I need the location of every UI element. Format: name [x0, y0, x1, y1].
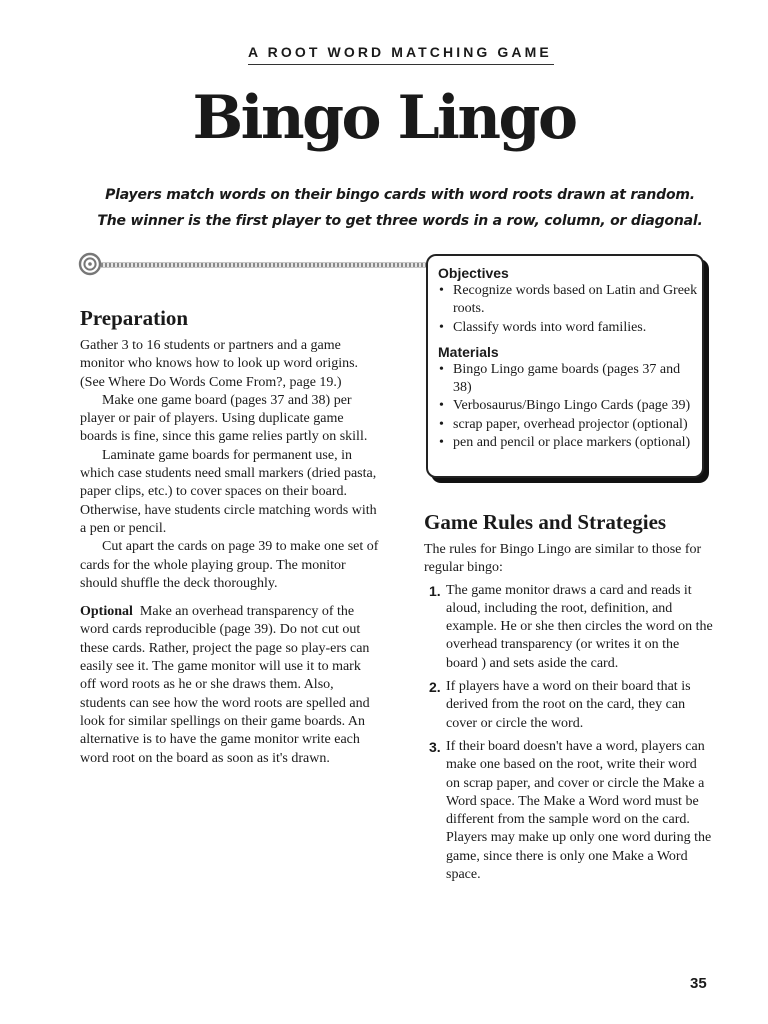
rope-divider — [101, 262, 426, 268]
optional-text: Make an overhead transparency of the word cards reproducible (page 39). Do not cut out these cards. Rather, project the page so play-ers can easily see it. The game monitor will use it to mark off word roots as he or she draws them. Also, students can see how the word roots are spelled and look for similar spellings on their game boards. An alternative is to have the game monitor write each word root on the board as soon as it's drawn. — [80, 604, 370, 766]
optional-paragraph — [80, 603, 380, 768]
spiral-icon — [78, 252, 102, 276]
list-item: • Verbosaurus/Bingo Lingo Cards (page 39) — [438, 397, 702, 415]
rule-text: If players have a word on their board that is derived from the root on the card, they can cover or circle the word. — [446, 679, 691, 731]
rule-text: If their board doesn't have a word, players can make one based on the root, write their word on scrap paper, and cover or circle the Make a Word space. The Make a Word word must be different from the sample word on the card. Players may make up only one word during the game, since there is only one Make a Word space. — [446, 738, 712, 883]
list-item: • Recognize words based on Latin and Greek roots. — [438, 282, 702, 319]
preparation-heading: Preparation — [80, 306, 189, 330]
list-item — [424, 678, 714, 733]
list-item: • pen and pencil or place markers (optional) — [438, 434, 702, 452]
rule-number: 1. — [429, 582, 441, 599]
objectives-heading: Objectives — [438, 265, 509, 281]
objectives-materials-box — [426, 254, 704, 478]
list-item: • Bingo Lingo game boards (pages 37 and 38) — [438, 361, 702, 398]
paragraph: Make one game board (pages 37 and 38) per player or pair of players. Using duplicate game boards is fine, since this game relies partly on skill. — [80, 392, 368, 445]
list-item — [424, 738, 714, 884]
paragraph: Gather 3 to 16 students or partners and a game monitor who knows how to look up word origins. (See Where Do Words Come From?, page 19.) — [80, 338, 359, 390]
rules-list — [424, 582, 714, 885]
rule-number: 3. — [429, 738, 441, 755]
kicker-heading: A ROOT WORD MATCHING GAME — [248, 44, 554, 65]
preparation-section — [80, 305, 380, 768]
materials-list — [438, 361, 702, 452]
rules-section — [424, 509, 714, 889]
optional-label: Optional — [80, 604, 133, 620]
materials-heading: Materials — [438, 343, 499, 360]
intro-line: The winner is the first player to get three words in a row, column, or diagonal. — [97, 213, 703, 229]
page-number: 35 — [690, 975, 707, 992]
list-item — [424, 582, 714, 673]
intro-text — [60, 182, 740, 234]
page-title: Bingo Lingo — [192, 83, 576, 153]
list-item: • scrap paper, overhead projector (optional) — [438, 416, 702, 434]
list-item: • Classify words into word families. — [438, 319, 702, 337]
objectives-list — [438, 282, 702, 337]
intro-line: Players match words on their bingo cards with word roots drawn at random. — [105, 187, 695, 203]
rules-intro: The rules for Bingo Lingo are similar to those for regular bingo: — [424, 542, 702, 576]
paragraph: Laminate game boards for permanent use, in which case students need small markers (dried pasta, paper clips, etc.) to cover spaces on their board. Otherwise, have students circle matching words with a pen or pencil. — [80, 447, 377, 536]
rules-heading: Game Rules and Strategies — [424, 510, 667, 534]
rule-text: The game monitor draws a card and reads it aloud, including the root, definition, and example. He or she then circles the word on the overhead transparency (or writes it on the board ) and sets aside the card. — [446, 582, 713, 671]
paragraph: Cut apart the cards on page 39 to make one set of cards for the whole playing group. The monitor should shuffle the deck thoroughly. — [80, 539, 379, 591]
rule-number: 2. — [429, 679, 441, 696]
